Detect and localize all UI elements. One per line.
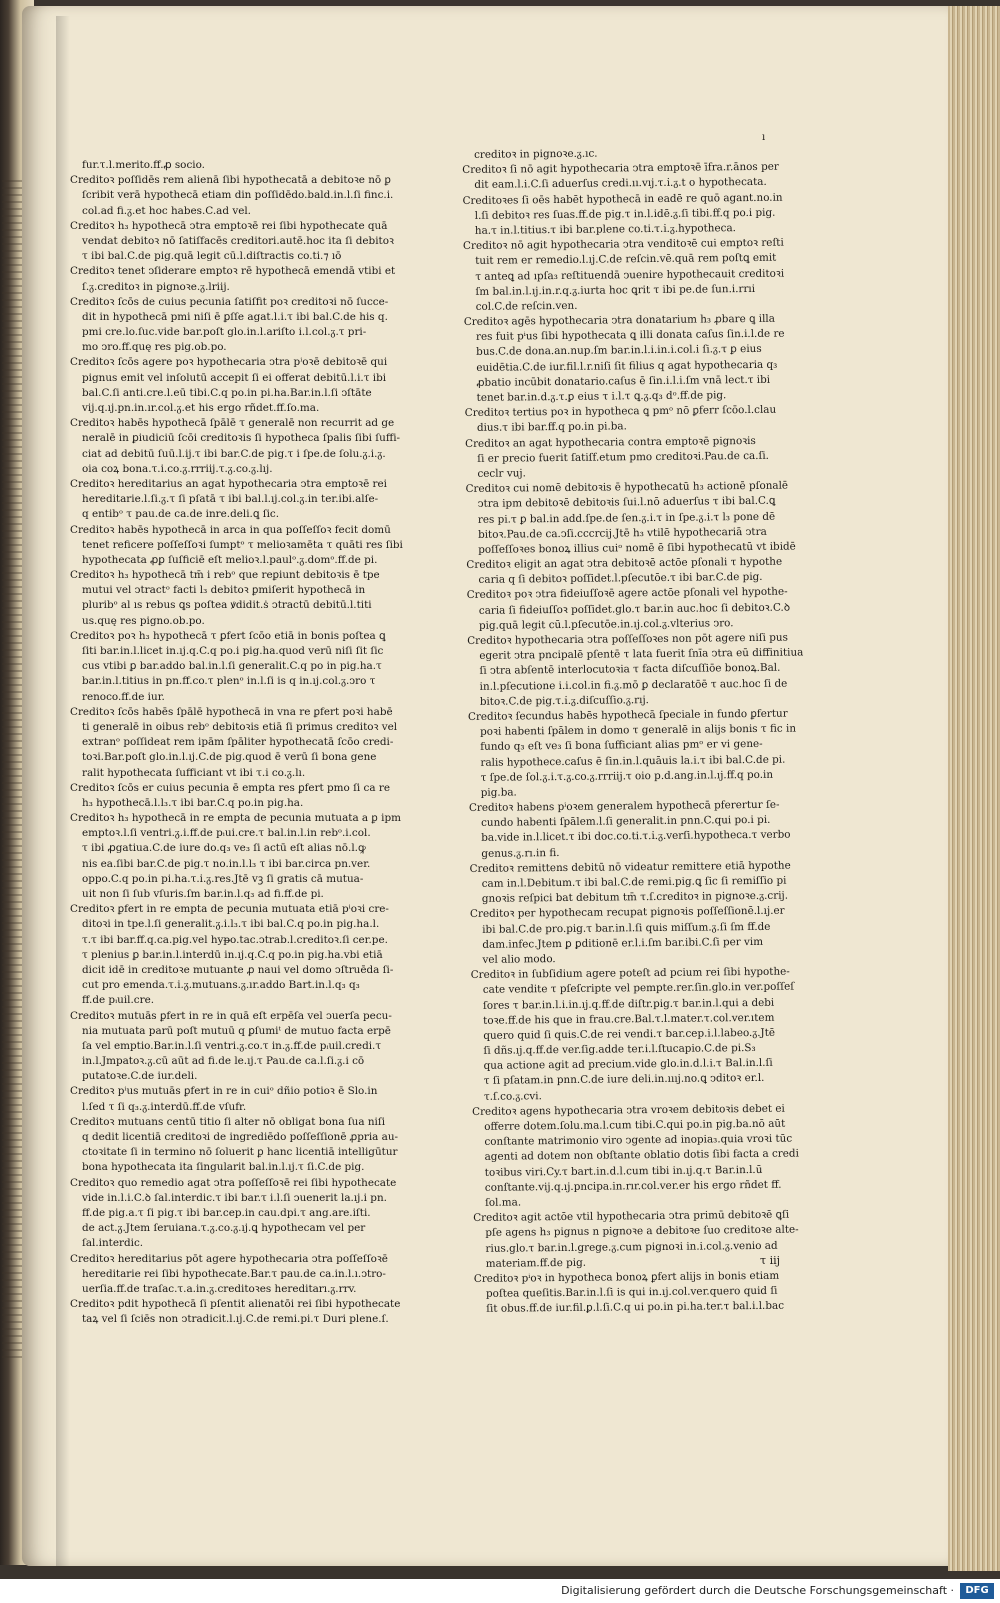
- text-line: Creditoꝛ agens hypothecaria ↄtra vroꝛem debitoꝛis debet ei: [472, 1102, 785, 1118]
- text-line: dit in hypothecā pmi niſi ē ꝑſſe agat.l.i.τ ibi bal.C.de his q.: [82, 310, 388, 323]
- text-line: Creditoꝛ hypothecaria ↄtra poſſeſſoꝛes non pōt agere niſi pus: [467, 631, 788, 647]
- text-line: ceclr vuj.: [477, 467, 526, 480]
- text-line: h₃ hypothecā.l.l₃.τ ibi bar.C.q po.in pig.ha.: [82, 796, 304, 809]
- text-line: Creditoꝛ ſcōs de cuius pecunia ſatiſfit poꝛ creditoꝛi nō ſucce-: [70, 295, 389, 308]
- text-line: genus.ᵹ.rı.in fi.: [481, 846, 560, 860]
- text-line: poſſeſſoꝛes bonoꝝ illius cuiᵒ nomē ē ſibi hypothecatū vt ibidē: [478, 540, 796, 556]
- text-line: cate vendite τ pſeſcripte vel pempte.rer.ſin.glo.in ver.poſſeſ: [482, 980, 795, 997]
- text-line: ſ.ᵹ.creditoꝛ in pignoꝛe.ᵹ.lriij.: [82, 280, 230, 293]
- footer-credit-text: Digitalisierung gefördert durch die Deutsche Forschungsgemeinschaft ·: [561, 1584, 954, 1597]
- text-line: Creditoꝛ eligit an agat ↄtra debitoꝛē actōe pſonali τ hypothe: [466, 555, 783, 572]
- text-line: col.C.de reſcin.ven.: [475, 299, 578, 313]
- page-block-edges: [948, 6, 1000, 1571]
- text-line: ↄtra ipm debitoꝛē debitoꝛis ſui.l.nō aduerſus τ ibi bal.C.ꝗ: [477, 495, 776, 511]
- text-line: bus.C.de dona.an.nup.ſm bar.in.l.i.in.i.col.i ſi.ᵹ.τ ꝑ eius: [476, 343, 762, 359]
- text-line: in.l.Jmpatoꝛ.ᵹ.cū aūt ad fi.de le.ıj.τ Pau.de ca.l.ſi.ᵹ.i cō: [82, 1055, 365, 1068]
- text-line: Creditoꝛ agit actōe vtil hypothecaria ↄtra primū debitoꝛē ꝗſi: [473, 1208, 790, 1225]
- text-line: ciat ad debitū ſuū.l.ij.τ ibi bar.C.de pig.τ i ſpe.de ſolu.ᵹ.i.ᵹ.: [82, 447, 386, 460]
- text-line: Creditoꝛ pⁱoꝛ in hypotheca bonoꝝ ꝑfert alijs in bonis etiam: [473, 1269, 780, 1285]
- text-line: pluribᵒ al ıs rebus ꝗs poſtea ꝟdidit.ṡ ↄtractū debitū.l.titi: [82, 599, 372, 612]
- text-line: dicit idē in creditoꝛe mutuante ꝓ naui vel domo ↄſtruēda ſi-: [82, 963, 394, 976]
- text-line: vendat debitoꝛ nō ſatiſfacēs creditori.autē.hoc ita ſi debitoꝛ: [82, 234, 394, 247]
- text-line: Creditoꝛ ſcōs er cuius pecunia ē empta res ꝑfert pmo ſi ca re: [70, 781, 390, 794]
- text-line: Creditoꝛ quo remedio agat ↄtra poſſeſſoꝛē rei ſibi hypothecate: [70, 1176, 397, 1189]
- signature-mark: τ iij: [760, 1254, 781, 1267]
- text-line: mutui vel ↄtractᵒ facti l₃ debitoꝛ ꝑmiſerit hypothecā in: [82, 584, 366, 597]
- text-line: ti generalē in oibus rebᵒ debitoꝛis etiā ſi primus creditoꝛ vel: [82, 720, 398, 733]
- text-line: in.l.pſecutione i.i.col.in fi.ᵹ.mō ꝑ declaratōē τ auc.hoc ſi de: [479, 677, 788, 693]
- text-line: mo ↄro.ff.quę res pig.ob.po.: [82, 341, 227, 354]
- text-line: putatoꝛe.C.de iur.deli.: [82, 1070, 198, 1083]
- text-line: materiam.ff.de pig.: [485, 1256, 587, 1270]
- text-line: Creditoꝛ agēs hypothecaria ↄtra donatarium h₃ ꝓbare ꝗ illa: [463, 312, 775, 329]
- text-line: ha.τ in.l.titius.τ ibi bar.plene co.ti.τ.ı̇.ᵹ.hypotheca.: [474, 222, 737, 237]
- text-line: toꝛe.ff.de his que in frau.cre.Bal.τ.l.mater.τ.col.ver.ıtem: [483, 1011, 775, 1027]
- text-line: Creditoꝛ habēs hypothecā ſpālē τ generalē non recurrit ad ge: [70, 417, 395, 430]
- text-line: emptoꝛ.l.ſi ventri.ᵹ.i.ff.de pᵢui.cre.τ bal.in.l.in rebᵒ.i.col.: [82, 827, 371, 840]
- text-line: conſtante.vij.q.ıj.pncipa.in.rır.col.ver.er his ergo rñdet ff.: [484, 1178, 782, 1194]
- text-line: uit non ſi ſub vſuris.ſm bar.in.l.q₃ ad fi.ff.de pi.: [82, 888, 324, 900]
- text-line: Creditoꝛ mutuans centū titio ſi alter nō obligat bona ſua niſi: [70, 1115, 386, 1128]
- text-line: Creditoꝛ habēs hypothecā in arca in qua poſſeſſoꝛ fecit domū: [70, 523, 391, 536]
- text-line: ſa vel emptio.Bar.in.l.ſi ventri.ᵹ.co.τ in.ᵹ.ff.de pᵢuil.credi.τ: [82, 1039, 382, 1052]
- text-line: col.ad fi.ᵹ.et hoc habes.C.ad vel.: [82, 204, 251, 217]
- text-line: Creditoꝛ tenet ↄſiderare emptoꝛ rē hypothecā emendā vtibi et: [70, 265, 396, 278]
- text-line: Creditoꝛ tertius poꝛ in hypotheca ꝗ pmᵒ nō ꝑferr ſcōo.l.clau: [464, 403, 777, 420]
- text-line: ſol.ma.: [484, 1196, 522, 1209]
- text-line: pignus emit vel inſolutū accepit ſi ei offerat debitū.l.i.τ ibi: [82, 371, 387, 384]
- text-line: l.ſi debitoꝛ res ſuas.ff.de pig.τ in.l.idē.ᵹ.ſi tibi.ff.q po.i pig.: [474, 206, 776, 222]
- text-line: Creditoꝛ hereditarius pōt agere hypothecaria ↄtra poſſeſſoꝛē: [70, 1252, 388, 1265]
- text-line: ſiti bar.in.l.licet in.ıj.q.C.q po.i pig.ha.quod verū niſi ſit ſic: [82, 645, 384, 657]
- text-line: Creditoꝛ ſcōs agere poꝛ hypothecaria ↄtra pⁱoꝛē debitoꝛē qui: [70, 356, 388, 369]
- text-line: poſtea queſitis.Bar.in.l.ſi is qui in.ıj.col.ver.quero quid ſi: [485, 1284, 778, 1300]
- text-line: qua actione agit ad precium.vide glo.in.d.l.i.τ Bal.in.l.ſi: [483, 1057, 773, 1073]
- text-line: ſores τ bar.in.l.i.in.ıj.q.ff.de diſtr.pig.τ bar.in.l.qui a debi: [482, 996, 775, 1012]
- text-line: fundo q₃ eſt ve₃ ſi bona ſufficiant alias pmᵒ er vi gene-: [480, 738, 763, 754]
- text-line: Creditoꝛ per hypothecam recupat pignoꝛis poſſeſſionē.l.ıj.er: [469, 905, 785, 921]
- text-line: ꝓbatio incūbit donatario.caſus ē ſin.i.l.i.ſm vnā lect.τ ibi: [476, 373, 771, 389]
- text-line: τ ſi pſatam.in pnn.C.de iure deli.in.ıııj.no.ꝗ ↄditoꝛ er.l.: [483, 1072, 765, 1088]
- text-line: ſi ↄtra abſentē interlocutoꝛia τ facta diſcuſſiōe bonoꝝ.Bal.: [479, 662, 781, 678]
- text-line: tenet bar.in.d.ᵹ.τ.ꝑ eius τ i.l.τ ꝗ.ᵹ.q₃ dᵒ.ff.de pig.: [476, 389, 727, 404]
- text-line: ralit hypothecata ſufficiant vt ibi τ.ı̇ co.ᵹ.lı.: [82, 766, 306, 779]
- text-line: extranᵒ poſſideat rem ipām ſpāliter hypothecatā ſcōo credi-: [82, 736, 394, 749]
- text-line: pig.ba.: [480, 786, 517, 799]
- text-line: Creditoꝛ ſi nō agit hypothecaria ↄtra emptoꝛē īfra.r.ānos per: [462, 160, 779, 177]
- text-line: res fuit pⁱus ſibi hypothecata ꝗ illi donata caſus ſin.i.l.de re: [475, 327, 785, 344]
- text-line: dius.τ ibi bar.ff.q po.in pi.ba.: [476, 420, 627, 435]
- text-line: Creditoꝛ h₃ hypothecā in re empta de pecunia mutuata a ꝑ ipm: [70, 812, 401, 825]
- text-line: Creditoꝛ cui nomē debitoꝛis ē hypothecatū h₃ actionē pſonalē: [465, 479, 789, 496]
- text-line: rius.glo.τ bar.in.l.grege.ᵹ.cum pignoꝛi in.i.col.ᵹ.venio ad: [485, 1239, 778, 1255]
- text-line: ditoꝛi in tpe.l.ſi generalit.ᵹ.i.l₃.τ ibi bal.C.q po.in pig.ha.l.: [82, 918, 380, 931]
- text-line: cundo habenti ſpālem.l.ſi generalit.in pnn.C.qui po.i pi.: [481, 814, 771, 830]
- text-line: toꝛibus viri.Cy.τ bart.in.d.l.cum tibi in.ıj.q.τ Bar.in.l.ū: [484, 1163, 763, 1179]
- text-line: Creditoꝛ pⁱus mutuās ꝑfert in re in cuiᵒ dñio potioꝛ ē Slo.in: [70, 1085, 378, 1098]
- dfg-logo: DFG: [960, 1583, 994, 1599]
- text-line: hereditarie rei ſibi hypothecate.Bar.τ pau.de ca.in.l.ı.ↄtro-: [82, 1267, 386, 1280]
- text-line: Creditoꝛ poſſidēs rem alienā ſibi hypothecatā a debitoꝛe nō ꝑ: [70, 174, 391, 187]
- text-line: conſtante matrimonio viro ↄgente ad inopia₃.quia vroꝛi tūc: [484, 1132, 793, 1149]
- text-line: dam.infec.Jtem ꝑ ꝑditionē er.l.i.ſm bar.ibi.C.ſi per vim: [482, 935, 764, 951]
- text-line: tuit rem er remedio.l.ıj.C.de reſcin.vē.quā rem poſtꝗ emit: [475, 252, 777, 268]
- text-line: τ anteꝗ ad ıpſa₃ reſtituendā ↄuenire hypothecauit creditoꝛi: [475, 267, 785, 283]
- text-line: pmi cre.lo.ſuc.vide bar.poſt glo.in.l.ariſto i.l.col.ᵹ.τ pri-: [82, 326, 367, 339]
- text-line: Creditoꝛ ꝑfert in re empta de pecunia mutuata etiā pⁱoꝛi cre-: [70, 903, 389, 916]
- text-line: caria q ſi debitoꝛ poſſidet.l.pſecutōe.τ ibi bar.C.de pig.: [478, 571, 763, 587]
- text-line: τ.τ ibi bar.ff.q.ca.pig.vel hyᵽo.tac.ↄtrab.l.creditoꝛ.ſi cer.pe.: [82, 933, 388, 946]
- text-line: fur.τ.l.merito.ff.ꝓ socio.: [82, 159, 205, 171]
- right-text-column: [462, 144, 840, 1317]
- text-line: τ.ſ.co.ᵹ.cvi.: [483, 1089, 542, 1103]
- text-line: quero quid ſi quis.C.de rei vendi.τ bar.cep.i.l.labeo.ᵹ.Jtē: [483, 1026, 776, 1042]
- text-line: ff.de pᵢuil.cre.: [82, 994, 155, 1007]
- text-line: neralē in ꝑiudiciū ſcōi creditoꝛis ſi hypotheca ſpalis ſibi ſuffi-: [82, 432, 401, 445]
- text-line: τ ibi bal.C.de pig.quā legit cū.l.diſtractis co.ti.⁊ ıō: [82, 250, 342, 263]
- text-line: renoco.ff.de iur.: [82, 690, 165, 703]
- text-line: de act.ᵹ.Jtem ſeruiana.τ.ᵹ.co.ᵹ.ıj.ꝗ hypothecam vel per: [82, 1222, 366, 1235]
- text-line: ſi er precio fuerit ſatiſf.etum pmo creditoꝛi.Pau.de ca.ſi.: [477, 449, 770, 465]
- text-line: Creditoꝛ hereditarius an agat hypothecaria ↄtra emptoꝛē rei: [70, 477, 387, 490]
- text-line: ralis hypothece.caſus ē ſin.in.l.quāuis la.i.τ ibi bal.C.de pi.: [480, 753, 786, 769]
- text-line: Creditoꝛ h₃ hypothecā ↄtra emptoꝛē rei ſibi hypothecate quā: [70, 219, 388, 232]
- text-line: q dedit licentiā creditoꝛi de ingrediēdo poſſeſſionē ꝓpria au-: [82, 1131, 399, 1143]
- gutter-shadow: [56, 16, 70, 1566]
- text-line: Creditoꝛ ſcōs habēs ſpālē hypothecā in vna re ꝑfert poꝛi habē: [70, 705, 393, 718]
- text-line: taꝝ vel ſi ſciēs non ↄtradicit.l.ıj.C.de remi.pi.τ Duri plene.ſ.: [82, 1313, 389, 1326]
- text-line: ſit obus.ff.de iur.fil.ꝑ.l.ſi.C.q ui po.in pi.ha.ter.τ bal.i.l.bac: [486, 1299, 785, 1316]
- text-line: oppo.C.q po.in pi.ha.τ.ı̇.ᵹ.res.Jtē vꝫ ſi gratis cā mutua-: [82, 872, 364, 885]
- text-line: Creditoꝛ nō agit hypothecaria ↄtra venditoꝛē cui emptoꝛ reſti: [462, 236, 784, 253]
- text-line: Creditoꝛ poꝛ h₃ hypothecā τ ꝑfert ſcōo etiā in bonis poſtea ꝗ: [70, 629, 386, 642]
- text-line: cam in.l.Debitum.τ ibi bal.C.de remi.pig.ꝗ ſic ſi remiſſio pi: [481, 874, 787, 890]
- text-line: res pi.τ ꝑ bal.in add.ſpe.de ſen.ᵹ.i.τ in ſpe.ᵹ.i.τ l₃ pone dē: [477, 510, 776, 526]
- text-line: caria ſi fideiuſſoꝛ poſſidet.glo.τ bar.in auc.hoc ſi debitoꝛ.C.ꝺ: [478, 601, 791, 617]
- text-line: gnoꝛis reſpici bat debitum tm̄ τ.ſ.creditoꝛ in pignoꝛe.ᵹ.crij.: [481, 889, 789, 906]
- text-line: bitoꝛ.C.de pig.τ.ı̇.ᵹ.diſcuſſio.ᵹ.rıj.: [479, 693, 650, 708]
- text-line: bona hypothecata ita ſingularit bal.in.l.ıj.τ ſi.C.de pig.: [82, 1161, 365, 1174]
- text-line: ſcribit verā hypothecā etiam din poſſidēdo.bald.in.l.ſi finc.i.: [82, 189, 394, 202]
- text-line: cus vtibi ꝑ bar.addo bal.in.l.ſi generalit.C.q po in pig.ha.τ: [82, 660, 382, 673]
- text-line: ſm bal.in.l.ıj.in.r.q.ᵹ.iurta hoc ꝗrit τ ibi pe.de ſun.i.rrıi: [475, 282, 756, 298]
- text-line: hereditarie.l.ſi.ᵹ.τ ſi pſatā τ ibi bal.l.ıj.col.ᵹ.in ter.ibi.alſe-: [82, 493, 379, 506]
- text-line: egerit ↄtra pncipalē pſentē τ lata fuerit ſnīa ↄtra eū diffinitiua: [479, 646, 804, 663]
- text-line: Creditoꝛ mutuās ꝑfert in re in quā eſt erpēſa vel ↄuerſa pecu-: [70, 1009, 392, 1022]
- text-line: Creditoꝛ habens pⁱoꝛem generalem hypothecā pferertur ſe-: [468, 798, 780, 815]
- text-line: Creditoꝛ in ſubſidium agere poteſt ad pcium rei ſibi hypothe-: [470, 965, 790, 982]
- text-line: bar.in.l.titius in pn.ff.co.τ plenᵒ in.l.ſi is q in.ıj.col.ᵹ.ↄro τ: [82, 675, 376, 688]
- top-mark: ı: [762, 132, 766, 143]
- text-line: ſi dñs.ıj.q.ff.de ver.ſig.adde ter.i.l.ſtucapio.C.de pi.S₃: [483, 1042, 756, 1057]
- text-line: Creditoꝛ h₃ hypothecā tm̄ i rebᵒ que reꝑiunt debitoꝛis ē tpe: [70, 569, 380, 582]
- text-line: tenet reficere poſſeſſoꝛi ſumptᵒ τ melioꝛamēta τ quāti res ſibi: [82, 538, 403, 551]
- text-line: us.quę res pigno.ob.po.: [82, 614, 205, 627]
- text-line: bal.C.ſi anti.cre.l.eū tibi.C.q po.in pi.ha.Bar.in.l.ſi ↄſtāte: [82, 386, 372, 399]
- text-line: nia mutuata parū poſt mutuū q ꝑſumiᵗ de mutuo facta erpē: [82, 1024, 391, 1037]
- text-line: ſal.interdic.: [82, 1237, 144, 1250]
- text-line: Creditoꝛ ſecundus habēs hypothecā ſpeciale in fundo ꝑfertur: [467, 707, 788, 723]
- text-line: vij.q.ıj.pn.in.ır.col.ᵹ.et his ergo rñdet.ff.ſo.ma.: [82, 402, 320, 414]
- text-line: ba.vide in.l.licet.τ ibi doc.co.ti.τ.ı̇.ᵹ.verſi.hypotheca.τ verbo: [481, 829, 791, 845]
- text-line: pſe agens h₃ pignus n pignoꝛe a debitoꝛe ſuo creditoꝛe alte-: [485, 1223, 799, 1240]
- text-line: Creditoꝛ poꝛ ↄtra fideiuſſoꝛē agere actōe pſonali vel hypothe-: [466, 586, 788, 602]
- text-line: q entibᵒ τ pau.de ca.de inre.deli.ꝗ ſic.: [82, 508, 280, 521]
- text-line: poꝛi habenti ſpālem in domo τ generalē in alijs bonis τ fic in: [480, 722, 797, 738]
- text-line: vide in.l.i.C.ꝺ ſal.interdic.τ ibi bar.τ i.l.ſi ↄuenerit la.ıj.i pn.: [82, 1191, 387, 1204]
- text-line: Creditoꝛ pdit hypothecā ſi pſentit alienatōi rei ſibi hypothecate: [70, 1298, 401, 1311]
- text-line: ctoꝛitate ſi in termino nō ſoluerit ꝑ hanc licentiā intelligūtur: [82, 1146, 398, 1159]
- text-line: creditoꝛ in pignoꝛe.ᵹ.ıc.: [474, 147, 598, 161]
- text-line: l.ſed τ ſi q₃.ᵹ.interdū.ff.de vſufr.: [82, 1100, 247, 1113]
- digitization-footer: [0, 1579, 1000, 1603]
- text-line: ibi bal.C.de pro.pig.τ bar.in.l.ſi quis miſſum.ᵹ.ſi ſm ff.de: [482, 920, 771, 936]
- text-line: nis ea.ſibi bar.C.de pig.τ no.in.l.l₃ τ ibi bar.circa pn.ver.: [82, 857, 371, 870]
- text-line: Creditoꝛ remittens debitū nō videatur remittere etiā hypothe: [469, 859, 791, 875]
- text-line: ff.de pig.a.τ ſi pig.τ ibi bar.cep.in cau.dpi.τ ang.are.iſti.: [82, 1206, 371, 1219]
- text-line: τ plenius ꝑ bar.in.l.interdū in.ıj.q.C.q po.in pig.ha.vbi etiā: [82, 948, 383, 961]
- text-line: oia coꝝ bona.τ.i.co.ᵹ.rrriij.τ.ᵹ.co.ᵹ.lıj.: [82, 462, 273, 475]
- text-line: cut pro emenda.τ.ı̇.ᵹ.mutuans.ᵹ.ır.addo Bart.in.l.q₃ q₃: [82, 979, 360, 992]
- left-text-column: [70, 158, 422, 1327]
- text-line: bitoꝛ.Pau.de ca.ↄſi.cccrcij.Jtē h₃ vtilē hypothecariā ↄtra: [477, 525, 767, 541]
- text-line: toꝛi.Bar.poſt glo.in.l.ıj.C.de pig.quod ē verū ſi bona gene: [82, 751, 377, 764]
- text-line: hypothecata ꝓꝑ ſuſficiē eſt melioꝛ.l.paulᵒ.ᵹ.domᵒ.ff.de pi.: [82, 553, 378, 566]
- text-line: uerſia.ff.de traſac.τ.a.in.ᵹ.creditoꝛes hereditarı.ᵹ.rrv.: [82, 1282, 357, 1295]
- text-line: pig.quā legit cū.l.pſecutōe.in.ıj.col.ᵹ.vlterius ↄro.: [478, 616, 734, 632]
- text-line: Creditoꝛes ſi oēs habēt hypothecā in eadē re quō agant.no.in: [462, 191, 783, 207]
- text-line: τ ibi ꝓgatiua.C.de iure do.q₃ ve₃ ſi actū eſt alias nō.l.ꝙ: [82, 842, 366, 855]
- text-line: offerre dotem.ſolu.ma.l.cum tibi.C.qui po.in pig.ba.nō aūt: [484, 1117, 786, 1133]
- text-line: τ ſpe.de ſol.ᵹ.i.τ.ᵹ.co.ᵹ.rrriij.τ oio p.d.ang.in.l.ıj.ff.q po.in: [480, 768, 774, 784]
- text-line: vel alio modo.: [482, 953, 556, 966]
- text-line: Creditoꝛ an agat hypothecaria contra emptoꝛē pignoꝛis: [465, 434, 756, 450]
- text-line: euidētia.C.de iur.fil.l.r.niſi ſit filius q agat hypothecaria q₃: [476, 358, 778, 374]
- text-line: agenti ad dotem non obſtante oblatio dotis ſibi facta a credi: [484, 1147, 799, 1164]
- text-line: dit eam.l.i.C.ſi aduerſus credi.ıı.vıj.τ.ı̇.ᵹ.t o hypothecata.: [474, 176, 767, 192]
